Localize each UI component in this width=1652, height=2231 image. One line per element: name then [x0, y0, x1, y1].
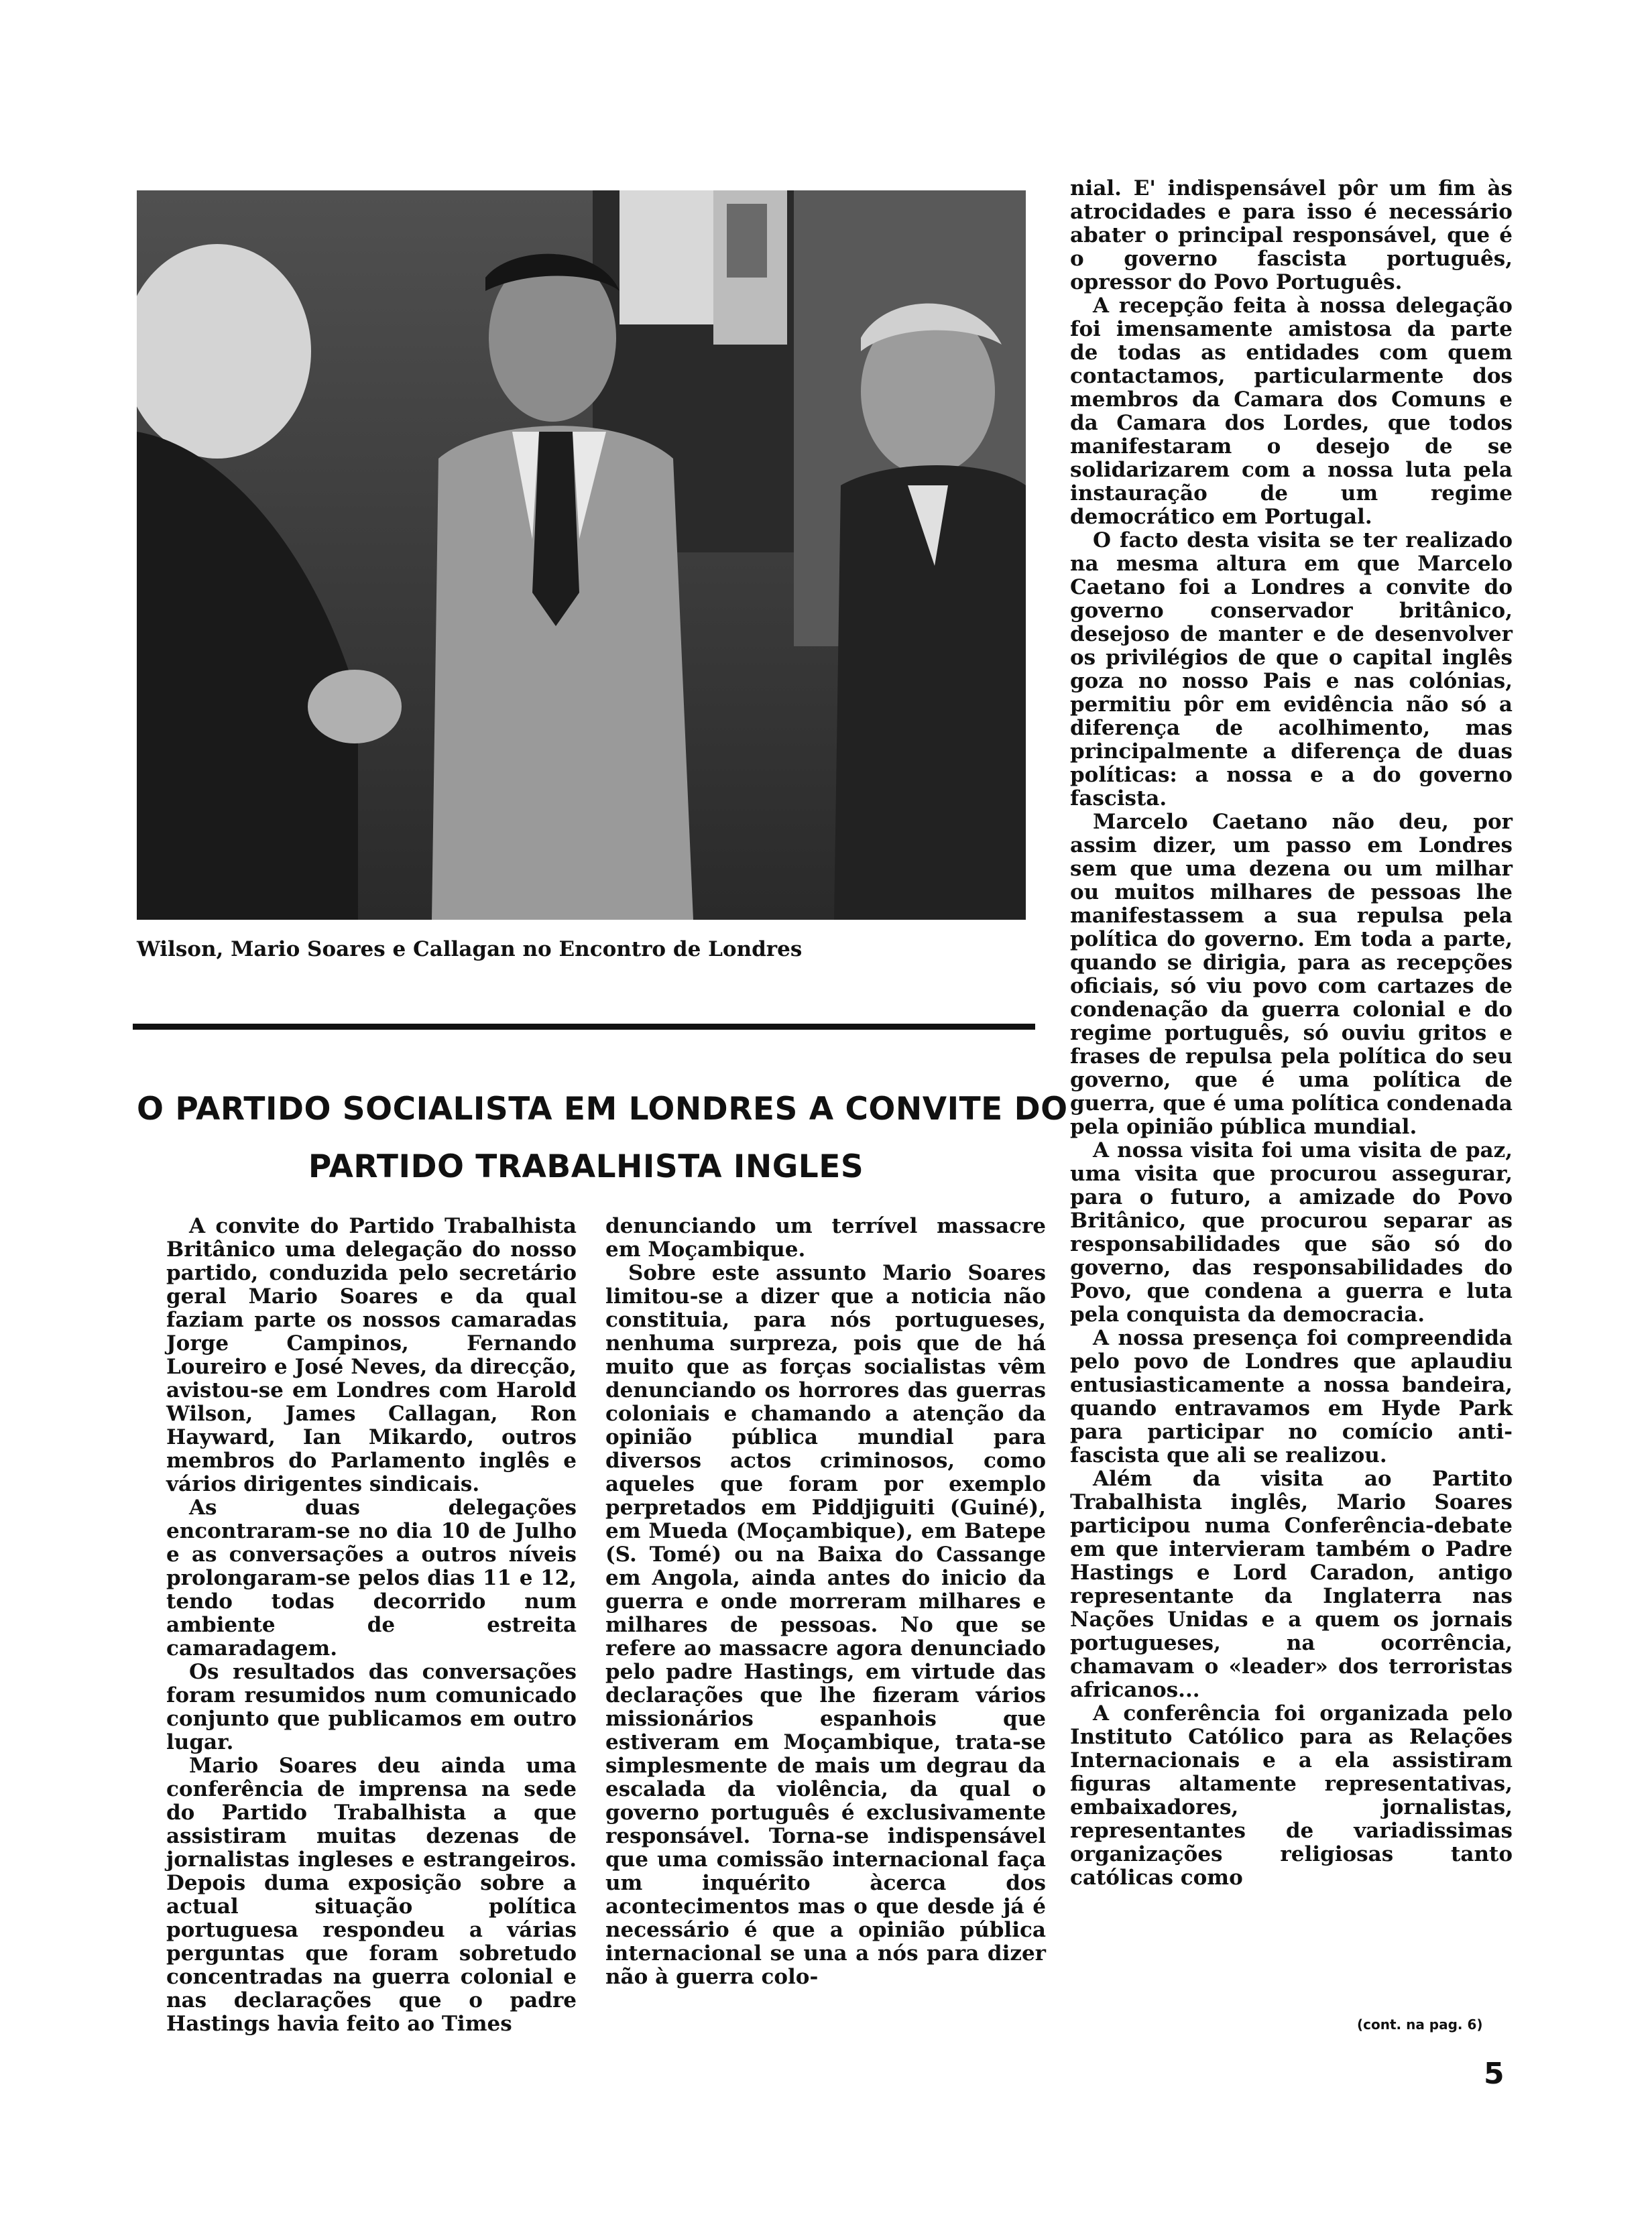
page-number: 5 [1484, 2057, 1504, 2091]
paragraph: nial. E' indispensável pôr um fim às atrocidades e para isso é necessário abater o principal responsável, que é o governo fascista português, opressor do Povo Português. [1070, 176, 1513, 294]
paragraph: O facto desta visita se ter realizado na mesma altura em que Marcelo Caetano foi a Londres a convite do governo conservador britânico, desejoso de manter e de desenvolver os privilégios de que o capital inglês goza no nosso Pais e nas colónias, permitiu pôr em evidência não só a diferença de acolhimento, mas principalmente a diferença de duas políticas: a nossa e a do governo fascista. [1070, 528, 1513, 810]
article-column-1 [166, 1215, 577, 2036]
paragraph: Marcelo Caetano não deu, por assim dizer, um passo em Londres sem que uma dezena ou um milhar ou muitos milhares de pessoas lhe manifestassem a sua repulsa pela política do governo. Em toda a parte, quando se dirigia, para as recepções oficiais, só viu povo com cartazes de condenação da guerra colonial e do regime português, só ouviu gritos e frases de repulsa pela política do seu governo, que é uma política de guerra, que é uma política condenada pela opinião pública mundial. [1070, 810, 1513, 1139]
paragraph: A conferência foi organizada pelo Instituto Católico para as Relações Internacionais e a ela assistiram figuras altamente representativas, embaixadores, jornalistas, representantes de variadissimas organizações religiosas tanto católicas como [1070, 1701, 1513, 1890]
paragraph: As duas delegações encontraram-se no dia 10 de Julho e as conversações a outros níveis prolongaram-se pelos dias 11 e 12, tendo todas decorrido num ambiente de estreita camaradagem. [166, 1496, 577, 1661]
photo-illustration [137, 190, 1026, 920]
paragraph: Os resultados das conversações foram resumidos num comunicado conjunto que publicamos em outro lugar. [166, 1660, 577, 1754]
paragraph: A recepção feita à nossa delegação foi imensamente amistosa da parte de todas as entidades com quem contactamos, particularmente dos membros da Camara dos Comuns e da Camara dos Lordes, que todos manifestaram o desejo de se solidarizarem com a nossa luta pela instauração de um regime democrático em Portugal. [1070, 294, 1513, 529]
photo-meeting [137, 190, 1026, 920]
paragraph: Além da visita ao Partito Trabalhista inglês, Mario Soares participou numa Conferência-debate em que intervieram também o Padre Hastings e Lord Caradon, antigo representante da Inglaterra nas Nações Unidas e a quem os jornais portugueses, na ocorrência, chamavam o «leader» dos terroristas africanos... [1070, 1467, 1513, 1702]
headline-line-1: O PARTIDO SOCIALISTA EM LONDRES A CONVITE DO [137, 1091, 1068, 1128]
paragraph: Sobre este assunto Mario Soares limitou-se a dizer que a noticia não constituia, para nós portugueses, nenhuma surpreza, pois que de há muito que as forças socialistas vêm denunciando os horrores das guerras coloniais e chamando a atenção da opinião pública mundial para diversos actos criminosos, como aqueles que foram por exemplo perpretados em Piddjiguiti (Guiné), em Mueda (Moçambique), em Batepe (S. Tomé) ou na Baixa do Cassange em Angola, ainda antes do inicio da guerra e onde morreram milhares e milhares de pessoas. No que se refere ao massacre agora denunciado pelo padre Hastings, em virtude das declarações que lhe fizeram vários missionários espanhois que estiveram em Moçambique, trata-se simplesmente de mais um degrau da escalada da violência, da qual o governo português é exclusivamente responsável. Torna-se indispensável que uma comissão internacional faça um inquérito àcerca dos acontecimentos mas o que desde já é necessário é que a opinião pública internacional se una a nós para dizer não à guerra colo- [605, 1261, 1046, 1989]
paragraph: A nossa presença foi compreendida pelo povo de Londres que aplaudiu entusiasticamente a nossa bandeira, quando entravamos em Hyde Park para participar no comício anti-fascista que ali se realizou. [1070, 1326, 1513, 1467]
headline-line-2: PARTIDO TRABALHISTA INGLES [308, 1148, 864, 1185]
headline-rule [133, 1024, 1035, 1030]
paragraph: Mario Soares deu ainda uma conferência de imprensa na sede do Partido Trabalhista a que assistiram muitas dezenas de jornalistas ingleses e estrangeiros. Depois duma exposição sobre a actual situação política portuguesa respondeu a várias perguntas que foram sobretudo concentradas na guerra colonial e nas declarações que o padre Hastings havia feito ao Times [166, 1754, 577, 2036]
article-column-3 [1070, 177, 1513, 1890]
continuation-note: (cont. na pag. 6) [1357, 2016, 1483, 2033]
paragraph: A convite do Partido Trabalhista Britânico uma delegação do nosso partido, conduzida pelo secretário geral Mario Soares e da qual faziam parte os nossos camaradas Jorge Campinos, Fernando Loureiro e José Neves, da direcção, avistou-se em Londres com Harold Wilson, James Callagan, Ron Hayward, Ian Mikardo, outros membros do Parlamento inglês e vários dirigentes sindicais. [166, 1214, 577, 1496]
photo-caption: Wilson, Mario Soares e Callagan no Encontro de Londres [137, 937, 803, 961]
paragraph: denunciando um terrível massacre em Moçambique. [605, 1214, 1046, 1262]
article-headline [137, 1081, 1068, 1196]
paragraph: A nossa visita foi uma visita de paz, uma visita que procurou assegurar, para o futuro, a amizade do Povo Britânico, que procurou separar as responsabilidades que são só do governo, das responsabilidades do Povo, que condena a guerra e luta pela conquista da democracia. [1070, 1138, 1513, 1327]
article-column-2 [605, 1215, 1046, 1989]
